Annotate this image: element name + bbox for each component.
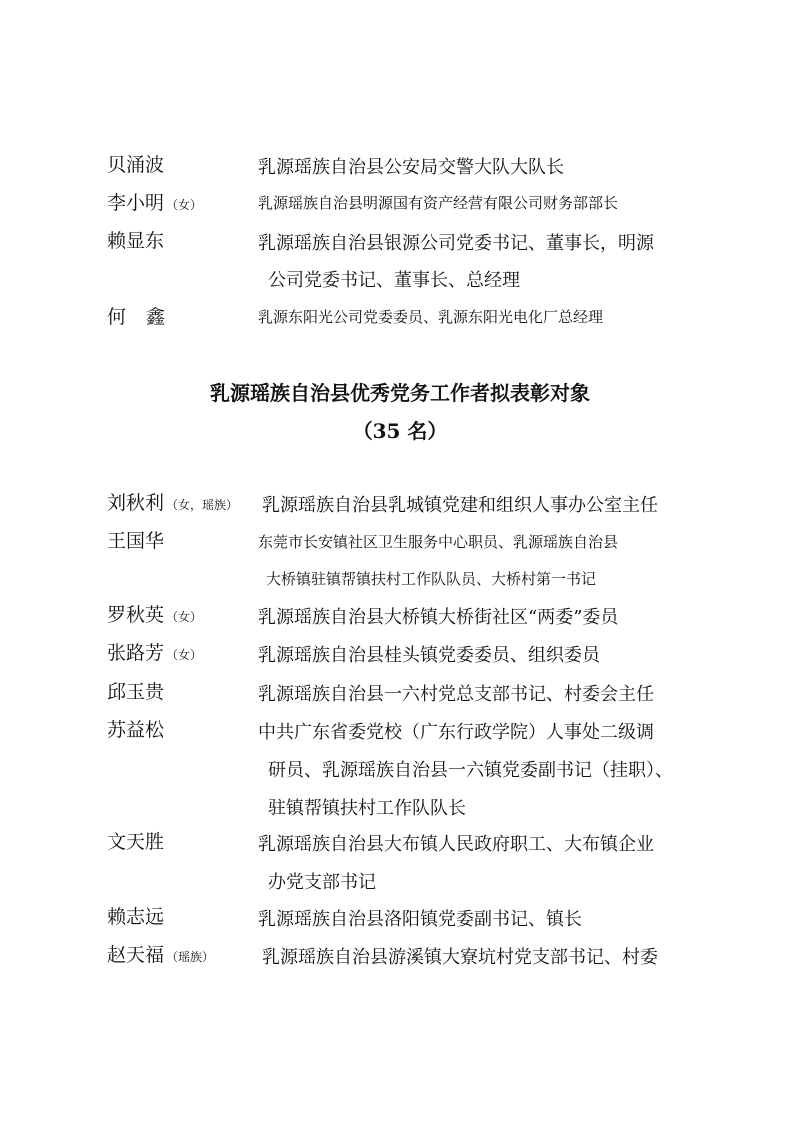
section-title: 乳源瑶族自治县优秀党务工作者拟表彰对象 [210,381,590,405]
person-title-continued: 驻镇帮镇扶村工作队队长 [268,798,466,819]
person-title: 乳源瑶族自治县桂头镇党委委员、组织委员 [258,645,600,666]
person-note: （女） [166,648,203,662]
person-name: 罗秋英 （女） [107,604,203,626]
person-title: 乳源瑶族自治县大桥镇大桥街社区“两委”委员 [258,607,619,628]
person-title-continued: 研员、乳源瑶族自治县一六镇党委副书记（挂职）、 [268,760,673,781]
person-title: 乳源瑶族自治县洛阳镇党委副书记、镇长 [258,909,582,930]
person-name: 王国华 [107,530,165,552]
person-note: （女，瑶族） [166,498,239,512]
person-note: （女） [166,610,203,624]
person-name: 何鑫 [107,306,186,328]
person-name: 赖显东 [107,230,165,252]
person-note: （女） [166,198,203,212]
person-title: 乳源瑶族自治县明源国有资产经营有限公司财务部部长 [258,194,619,212]
person-name: 文天胜 [107,831,165,853]
person-name: 赵天福 （瑶族） [107,944,215,966]
person-title-continued: 办党支部书记 [268,872,376,893]
person-title: 乳源瑶族自治县大布镇人民政府职工、大布镇企业 [258,834,654,855]
person-title: 乳源瑶族自治县乳城镇党建和组织人事办公室主任 [262,495,658,516]
person-name: 赖志远 [107,906,165,928]
person-name: 刘秋利 （女，瑶族） [107,492,239,514]
person-name: 张路芳 （女） [107,642,203,664]
person-title-continued: 公司党委书记、董事长、总经理 [268,270,520,291]
person-name: 贝涌波 [107,154,165,176]
person-name: 李小明 （女） [107,192,203,214]
person-note: （瑶族） [166,950,215,964]
person-title-continued: 大桥镇驻镇帮镇扶村工作队队员、大桥村第一书记 [266,570,597,588]
person-title: 东莞市长安镇社区卫生服务中心职员、乳源瑶族自治县 [258,533,619,551]
section-count: （35 名） [352,419,448,443]
person-title: 乳源瑶族自治县一六村党总支部书记、村委会主任 [258,684,654,705]
person-title: 乳源瑶族自治县银源公司党委书记、董事长，明源 [258,233,654,254]
person-title: 乳源瑶族自治县公安局交警大队大队长 [258,157,564,178]
person-title: 乳源瑶族自治县游溪镇大寮坑村党支部书记、村委 [262,947,658,968]
person-title: 乳源东阳光公司党委委员、乳源东阳光电化厂总经理 [258,308,604,326]
person-title: 中共广东省委党校（广东行政学院）人事处二级调 [258,722,654,743]
person-name: 苏益松 [107,719,165,741]
person-name: 邱玉贵 [107,681,165,703]
